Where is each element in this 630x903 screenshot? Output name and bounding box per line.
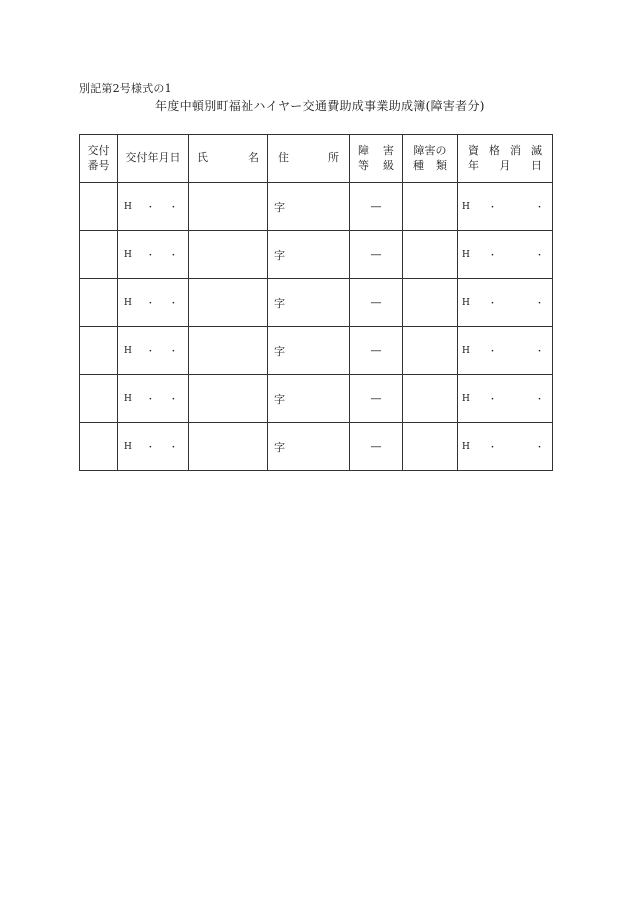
era-mark: H xyxy=(462,345,470,356)
disability-type-cell[interactable] xyxy=(403,183,458,231)
date-separator: ・ xyxy=(145,395,155,405)
era-mark: H xyxy=(124,249,132,260)
header-address-char2: 所 xyxy=(328,151,339,165)
address-cell[interactable] xyxy=(268,375,350,423)
address-cell[interactable] xyxy=(268,183,350,231)
table-row xyxy=(80,375,553,423)
expiry-date-cell[interactable] xyxy=(458,423,553,471)
issue-number-cell[interactable] xyxy=(80,279,118,327)
era-mark: H xyxy=(462,249,470,260)
date-separator: ・ xyxy=(168,203,178,213)
address-prefix: 字 xyxy=(274,296,285,310)
date-separator: ・ xyxy=(534,443,544,453)
table-row xyxy=(80,423,553,471)
date-separator: ・ xyxy=(487,203,497,213)
header-disability-type-c2: 類 xyxy=(436,158,447,172)
issue-number-cell[interactable] xyxy=(80,231,118,279)
era-mark: H xyxy=(462,297,470,308)
issue-number-cell[interactable] xyxy=(80,327,118,375)
header-expiry-c6: 月 xyxy=(499,158,511,172)
address-prefix: 字 xyxy=(274,392,285,406)
era-mark: H xyxy=(124,201,132,212)
header-issue-number xyxy=(80,135,118,183)
grade-cell[interactable] xyxy=(350,183,403,231)
grade-cell[interactable] xyxy=(350,231,403,279)
grade-cell[interactable] xyxy=(350,423,403,471)
header-grade-c4: 級 xyxy=(383,158,394,172)
date-separator: ・ xyxy=(168,299,178,309)
grade-dash: — xyxy=(370,296,382,309)
date-separator: ・ xyxy=(534,395,544,405)
header-grade-c2: 害 xyxy=(383,143,394,157)
disability-type-cell[interactable] xyxy=(403,375,458,423)
table-row xyxy=(80,231,553,279)
grade-dash: — xyxy=(370,440,382,453)
header-issue-date: 交付年月日 xyxy=(118,135,189,183)
header-issue-number-line1: 交付 xyxy=(87,143,110,157)
header-expiry-c1: 資 xyxy=(468,143,479,157)
date-separator: ・ xyxy=(487,299,497,309)
era-mark: H xyxy=(462,441,470,452)
address-prefix: 字 xyxy=(274,200,285,214)
address-cell[interactable] xyxy=(268,423,350,471)
date-separator: ・ xyxy=(487,443,497,453)
header-grade xyxy=(350,135,403,183)
disability-type-cell[interactable] xyxy=(403,279,458,327)
date-separator: ・ xyxy=(168,395,178,405)
address-prefix: 字 xyxy=(274,344,285,358)
header-grade-c1: 障 xyxy=(358,143,369,157)
disability-type-cell[interactable] xyxy=(403,327,458,375)
header-address xyxy=(268,135,350,183)
date-separator: ・ xyxy=(145,203,155,213)
date-separator: ・ xyxy=(487,395,497,405)
header-name-char2: 名 xyxy=(248,151,259,165)
issue-date-cell[interactable] xyxy=(118,423,189,471)
header-name-char1: 氏 xyxy=(197,151,208,165)
header-expiry xyxy=(458,135,553,183)
grade-cell[interactable] xyxy=(350,327,403,375)
date-separator: ・ xyxy=(534,251,544,261)
table-row xyxy=(80,327,553,375)
grade-cell[interactable] xyxy=(350,375,403,423)
document-title: 年度中頓別町福祉ハイヤー交通費助成事業助成簿(障害者分) xyxy=(155,99,485,113)
date-separator: ・ xyxy=(145,347,155,357)
issue-number-cell[interactable] xyxy=(80,183,118,231)
address-cell[interactable] xyxy=(268,327,350,375)
disability-type-cell[interactable] xyxy=(403,231,458,279)
date-separator: ・ xyxy=(534,347,544,357)
expiry-date-cell[interactable] xyxy=(458,375,553,423)
table-row xyxy=(80,279,553,327)
name-cell[interactable] xyxy=(189,423,268,471)
grade-dash: — xyxy=(370,200,382,213)
name-cell[interactable] xyxy=(189,327,268,375)
expiry-date-cell[interactable] xyxy=(458,231,553,279)
name-cell[interactable] xyxy=(189,183,268,231)
header-expiry-c2: 格 xyxy=(489,143,500,157)
date-separator: ・ xyxy=(145,443,155,453)
name-cell[interactable] xyxy=(189,375,268,423)
address-prefix: 字 xyxy=(274,440,285,454)
issue-number-cell[interactable] xyxy=(80,423,118,471)
header-disability-type xyxy=(403,135,458,183)
date-separator: ・ xyxy=(168,443,178,453)
issue-date-cell[interactable] xyxy=(118,231,189,279)
grade-dash: — xyxy=(370,392,382,405)
date-separator: ・ xyxy=(168,347,178,357)
grade-dash: — xyxy=(370,248,382,261)
date-separator: ・ xyxy=(534,203,544,213)
expiry-date-cell[interactable] xyxy=(458,327,553,375)
era-mark: H xyxy=(124,297,132,308)
era-mark: H xyxy=(462,201,470,212)
date-separator: ・ xyxy=(487,251,497,261)
era-mark: H xyxy=(124,441,132,452)
header-expiry-c3: 消 xyxy=(510,143,521,157)
expiry-date-cell[interactable] xyxy=(458,183,553,231)
name-cell[interactable] xyxy=(189,231,268,279)
header-expiry-c4: 滅 xyxy=(531,143,542,157)
header-address-char1: 住 xyxy=(278,151,289,165)
header-disability-type-line1: 障害の xyxy=(413,143,447,157)
grade-dash: — xyxy=(370,344,382,357)
grade-cell[interactable] xyxy=(350,279,403,327)
header-disability-type-c1: 種 xyxy=(413,158,424,172)
issue-date-cell[interactable] xyxy=(118,327,189,375)
header-name xyxy=(189,135,268,183)
form-number: 別記第2号様式の1 xyxy=(79,82,172,95)
date-separator: ・ xyxy=(487,347,497,357)
header-expiry-c7: 日 xyxy=(531,158,542,172)
address-prefix: 字 xyxy=(274,248,285,262)
expiry-date-cell[interactable] xyxy=(458,279,553,327)
date-separator: ・ xyxy=(145,299,155,309)
address-cell[interactable] xyxy=(268,231,350,279)
header-issue-number-line2: 番号 xyxy=(87,158,110,172)
disability-type-cell[interactable] xyxy=(403,423,458,471)
header-row xyxy=(80,135,553,183)
issue-date-cell[interactable] xyxy=(118,279,189,327)
grant-register-table xyxy=(79,134,553,471)
table-row xyxy=(80,183,553,231)
header-expiry-c5: 年 xyxy=(468,158,479,172)
era-mark: H xyxy=(124,345,132,356)
date-separator: ・ xyxy=(145,251,155,261)
issue-number-cell[interactable] xyxy=(80,375,118,423)
issue-date-cell[interactable] xyxy=(118,375,189,423)
date-separator: ・ xyxy=(168,251,178,261)
era-mark: H xyxy=(462,393,470,404)
header-grade-c3: 等 xyxy=(358,158,369,172)
name-cell[interactable] xyxy=(189,279,268,327)
address-cell[interactable] xyxy=(268,279,350,327)
issue-date-cell[interactable] xyxy=(118,183,189,231)
date-separator: ・ xyxy=(534,299,544,309)
era-mark: H xyxy=(124,393,132,404)
